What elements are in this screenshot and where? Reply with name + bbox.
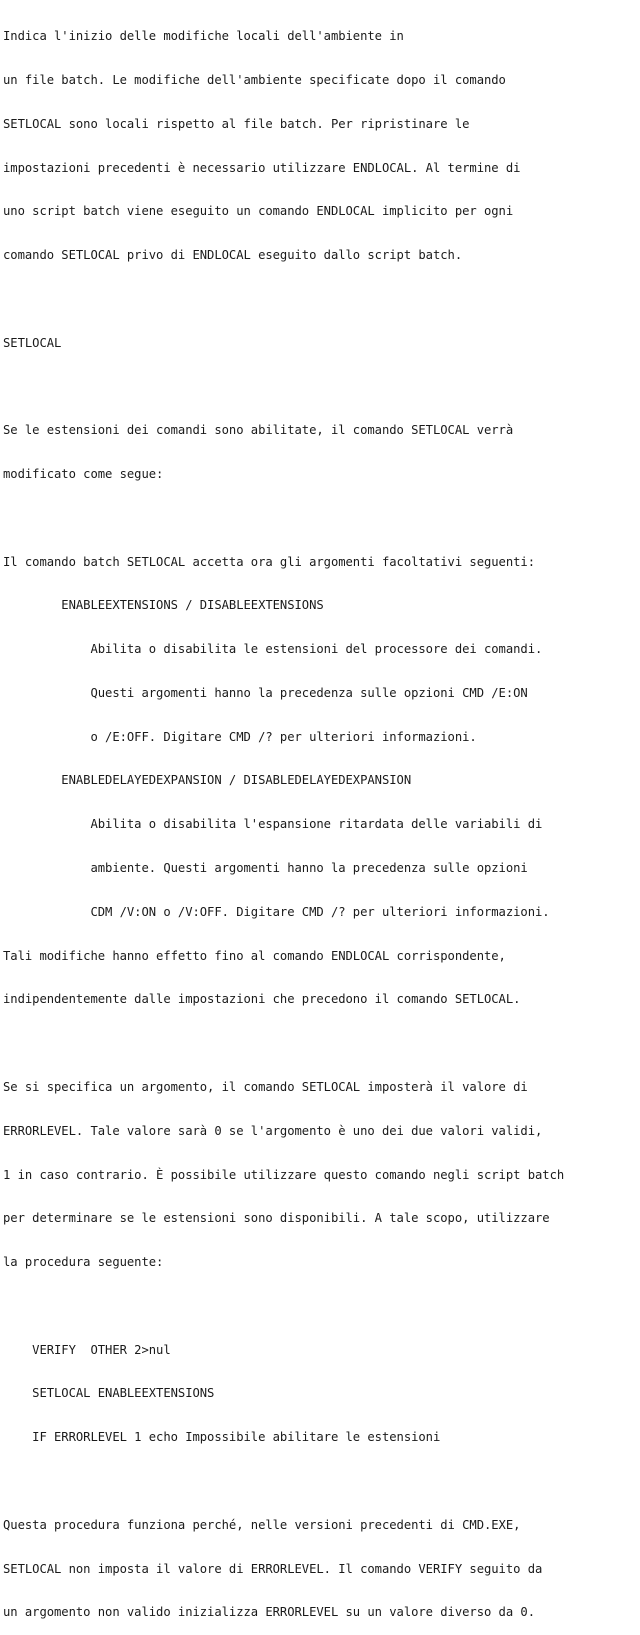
option-description: Questi argomenti hanno la precedenza sulle opzioni CMD /E:ON	[3, 685, 528, 700]
code-example-line: VERIFY OTHER 2>nul	[3, 1342, 171, 1357]
text-line: Il comando batch SETLOCAL accetta ora gli argomenti facoltativi seguenti:	[3, 554, 535, 569]
option-description: ambiente. Questi argomenti hanno la precedenza sulle opzioni	[3, 861, 528, 876]
text-line: SETLOCAL sono locali rispetto al file batch. Per ripristinare le	[3, 116, 470, 131]
option-description: Abilita o disabilita l'espansione ritardata delle variabili di	[3, 817, 543, 832]
text-line: ERRORLEVEL. Tale valore sarà 0 se l'argomento è uno dei due valori validi,	[3, 1123, 543, 1138]
text-line: Questa procedura funziona perché, nelle versioni precedenti di CMD.EXE,	[3, 1517, 521, 1532]
text-line: indipendentemente dalle impostazioni che precedono il comando SETLOCAL.	[3, 992, 521, 1007]
blank-line	[3, 1036, 637, 1051]
blank-line	[3, 292, 637, 307]
text-line: Tali modifiche hanno effetto fino al comando ENDLOCAL corrispondente,	[3, 948, 506, 963]
text-line: impostazioni precedenti è necessario utilizzare ENDLOCAL. Al termine di	[3, 160, 521, 175]
command-name: SETLOCAL	[3, 335, 62, 350]
text-line: Se si specifica un argomento, il comando SETLOCAL imposterà il valore di	[3, 1079, 528, 1094]
text-line: un argomento non valido inizializza ERRORLEVEL su un valore diverso da 0.	[3, 1605, 535, 1620]
option-heading: ENABLEDELAYEDEXPANSION / DISABLEDELAYEDEXPANSION	[3, 773, 412, 788]
text-line: SETLOCAL non imposta il valore di ERRORLEVEL. Il comando VERIFY seguito da	[3, 1561, 543, 1576]
code-example-line: SETLOCAL ENABLEEXTENSIONS	[3, 1386, 215, 1401]
option-heading: ENABLEEXTENSIONS / DISABLEEXTENSIONS	[3, 598, 324, 613]
blank-line	[3, 1299, 637, 1314]
blank-line	[3, 379, 637, 394]
option-description: Abilita o disabilita le estensioni del processore dei comandi.	[3, 642, 543, 657]
code-example-line: IF ERRORLEVEL 1 echo Impossibile abilitare le estensioni	[3, 1430, 441, 1445]
option-description: o /E:OFF. Digitare CMD /? per ulteriori informazioni.	[3, 729, 477, 744]
text-line: un file batch. Le modifiche dell'ambiente specificate dopo il comando	[3, 72, 506, 87]
text-line: uno script batch viene eseguito un comando ENDLOCAL implicito per ogni	[3, 204, 514, 219]
blank-line	[3, 1474, 637, 1489]
text-line: comando SETLOCAL privo di ENDLOCAL eseguito dallo script batch.	[3, 248, 463, 263]
text-line: per determinare se le estensioni sono disponibili. A tale scopo, utilizzare	[3, 1211, 550, 1226]
text-line: Se le estensioni dei comandi sono abilitate, il comando SETLOCAL verrà	[3, 423, 514, 438]
option-description: CDM /V:ON o /V:OFF. Digitare CMD /? per ulteriori informazioni.	[3, 904, 550, 919]
text-line: modificato come segue:	[3, 467, 164, 481]
blank-line	[3, 511, 637, 526]
text-line: 1 in caso contrario. È possibile utilizzare questo comando negli script batch	[3, 1167, 565, 1182]
text-line: Indica l'inizio delle modifiche locali dell'ambiente in	[3, 29, 404, 44]
console-output	[3, 0, 637, 1635]
text-line: la procedura seguente:	[3, 1255, 164, 1270]
